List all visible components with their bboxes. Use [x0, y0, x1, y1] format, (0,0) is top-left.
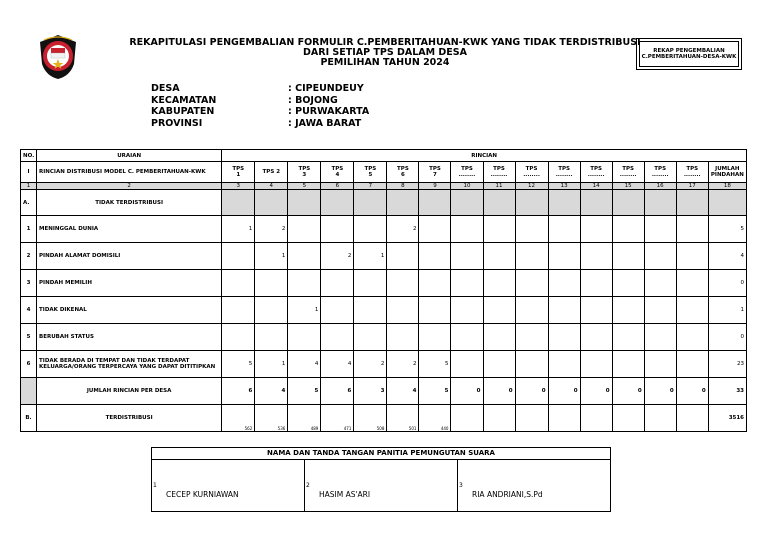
tps-header-label: TPS — [525, 166, 538, 172]
tps-header-number: ........ — [683, 172, 701, 178]
value-cell — [419, 270, 451, 297]
value-cell — [255, 297, 288, 324]
row-label: BERUBAH STATUS — [37, 324, 222, 351]
value-cell — [451, 324, 483, 351]
column-number: 14 — [580, 183, 612, 190]
value-cell — [387, 270, 419, 297]
tps-header — [580, 162, 612, 183]
total-cell: 5 — [708, 216, 746, 243]
column-number: 16 — [644, 183, 676, 190]
value-cell — [419, 243, 451, 270]
value-cell — [222, 324, 255, 351]
empty-cell — [387, 190, 419, 216]
empty-cell — [548, 190, 580, 216]
value-cell — [354, 324, 387, 351]
tps-header-label: TPS — [298, 166, 311, 172]
jumlah-value: 6 — [222, 378, 255, 405]
empty-cell — [222, 190, 255, 216]
tps-header-label: TPS — [364, 166, 377, 172]
value-cell — [483, 351, 515, 378]
column-number: 17 — [676, 183, 708, 190]
terdistribusi-value — [451, 405, 483, 432]
column-number: 18 — [708, 183, 746, 190]
table-row — [21, 324, 747, 351]
row-label: PINDAH MEMILIH — [37, 270, 222, 297]
tps-header — [515, 162, 548, 183]
value-cell — [612, 243, 644, 270]
value-cell — [515, 243, 548, 270]
value-cell: 2 — [321, 243, 354, 270]
section-label: TIDAK TERDISTRIBUSI — [37, 190, 222, 216]
value-cell — [644, 243, 676, 270]
value-cell — [644, 351, 676, 378]
kpu-logo — [38, 34, 78, 80]
row-label: MENINGGAL DUNIA — [37, 216, 222, 243]
form-code-box — [636, 38, 742, 70]
signature-box — [151, 447, 611, 512]
value-cell — [548, 297, 580, 324]
terdistribusi-value — [644, 405, 676, 432]
terdistribusi-value: 562 — [222, 405, 255, 432]
table-row — [21, 216, 747, 243]
terdistribusi-value: 471 — [321, 405, 354, 432]
value-cell — [580, 216, 612, 243]
jumlah-value: 4 — [255, 378, 288, 405]
jumlah-value: 0 — [644, 378, 676, 405]
signature-number: 1 — [153, 482, 157, 489]
table-row — [21, 351, 747, 378]
tps-header-label: TPS 2 — [262, 169, 281, 175]
total-cell: 4 — [708, 243, 746, 270]
row-number: 4 — [21, 297, 37, 324]
tps-header — [548, 162, 580, 183]
empty-cell — [419, 190, 451, 216]
tps-header — [387, 162, 419, 183]
info-value: : JAWA BARAT — [288, 117, 362, 129]
signature-slot-2 — [305, 460, 458, 512]
value-cell — [515, 216, 548, 243]
value-cell — [222, 297, 255, 324]
value-cell — [387, 297, 419, 324]
value-cell — [612, 270, 644, 297]
value-cell — [580, 297, 612, 324]
tps-header-number: 1 — [236, 172, 241, 178]
value-cell — [451, 216, 483, 243]
jumlah-label: JUMLAH RINCIAN PER DESA — [37, 378, 222, 405]
rekap-table — [20, 149, 747, 432]
value-cell — [321, 324, 354, 351]
empty-cell — [451, 190, 483, 216]
terdistribusi-value — [580, 405, 612, 432]
table-row — [21, 297, 747, 324]
value-cell — [580, 243, 612, 270]
column-number: 5 — [288, 183, 321, 190]
tps-header — [222, 162, 255, 183]
tps-header — [644, 162, 676, 183]
column-number: 4 — [255, 183, 288, 190]
jumlah-value: 0 — [676, 378, 708, 405]
tps-header-number: ........ — [555, 172, 573, 178]
row-number: 1 — [21, 216, 37, 243]
column-number: 1 — [21, 183, 37, 190]
info-desa — [151, 83, 369, 95]
header-row — [21, 150, 747, 162]
value-cell — [644, 297, 676, 324]
terdistribusi-value: 536 — [255, 405, 288, 432]
tps-header-label: TPS — [493, 166, 505, 172]
row-label: TIDAK BERADA DI TEMPAT DAN TIDAK TERDAPAT KELUARGA/ORANG TERPERCAYA YANG DAPAT DITITIPKAN — [37, 351, 222, 378]
jumlah-value: 0 — [580, 378, 612, 405]
tps-header-number: 6 — [401, 172, 405, 178]
total-cell: 1 — [708, 297, 746, 324]
row-number: I — [21, 162, 37, 183]
signature-name: HASIM AS'ARI — [319, 490, 371, 499]
location-info — [151, 83, 369, 129]
total-cell: 23 — [708, 351, 746, 378]
column-number: 8 — [387, 183, 419, 190]
table-row — [21, 270, 747, 297]
column-number: 2 — [37, 183, 222, 190]
value-cell — [612, 216, 644, 243]
jumlah-value: 0 — [548, 378, 580, 405]
column-number: 3 — [222, 183, 255, 190]
value-cell — [483, 324, 515, 351]
value-cell — [580, 270, 612, 297]
value-cell — [222, 270, 255, 297]
table-row — [21, 243, 747, 270]
info-value: : PURWAKARTA — [288, 106, 370, 117]
logo-flag-red — [51, 48, 65, 53]
tps-header-number: ........ — [458, 172, 476, 178]
jumlah-value: 0 — [515, 378, 548, 405]
value-cell: 1 — [255, 243, 288, 270]
signature-slot-1 — [152, 460, 305, 512]
value-cell — [676, 324, 708, 351]
info-label: PROVINSI — [151, 117, 203, 129]
value-cell — [387, 324, 419, 351]
total-cell: 0 — [708, 324, 746, 351]
tps-header-label: TPS — [331, 166, 344, 172]
empty-cell — [580, 190, 612, 216]
section-a-row — [21, 190, 747, 216]
title-line-3: PEMILIHAN TAHUN 2024 — [320, 57, 450, 68]
head-rincian: RINCIAN — [222, 150, 747, 162]
value-cell — [612, 297, 644, 324]
value-cell — [483, 297, 515, 324]
empty-cell — [612, 190, 644, 216]
value-cell — [612, 351, 644, 378]
info-kabupaten — [151, 106, 369, 118]
row-number: 6 — [21, 351, 37, 378]
value-cell — [515, 270, 548, 297]
tps-header-number: 4 — [335, 172, 340, 178]
value-cell — [676, 270, 708, 297]
section-number: B. — [21, 405, 37, 432]
value-cell — [321, 216, 354, 243]
tps-header-label: TPS — [654, 166, 667, 172]
row-label: RINCIAN DISTRIBUSI MODEL C. PEMBERITAHUAN-KWK — [37, 162, 222, 183]
value-cell — [580, 324, 612, 351]
row-label: PINDAH ALAMAT DOMISILI — [37, 243, 222, 270]
value-cell — [548, 270, 580, 297]
signature-name: CECEP KURNIAWAN — [166, 490, 239, 499]
signature-number: 2 — [306, 482, 310, 489]
tps-header-number: 5 — [368, 172, 373, 178]
total-header — [708, 162, 746, 183]
empty-cell — [644, 190, 676, 216]
jumlah-value: 5 — [288, 378, 321, 405]
column-number: 10 — [451, 183, 483, 190]
value-cell — [515, 324, 548, 351]
tps-header-number: ........ — [587, 172, 605, 178]
value-cell — [580, 351, 612, 378]
head-no: NO. — [21, 150, 37, 162]
row-number: 2 — [21, 243, 37, 270]
info-label: KECAMATAN — [151, 94, 217, 106]
value-cell — [451, 270, 483, 297]
title-line-2: DARI SETIAP TPS DALAM DESA — [303, 47, 467, 58]
document-title — [120, 38, 650, 68]
tps-header — [288, 162, 321, 183]
signature-name: RIA ANDRIANI,S.Pd — [472, 490, 543, 499]
total-header-line-1: JUMLAH — [715, 166, 740, 172]
value-cell — [644, 216, 676, 243]
tps-header — [676, 162, 708, 183]
value-cell: 1 — [288, 297, 321, 324]
tps-header-label: TPS — [232, 166, 245, 172]
tps-header-row — [21, 162, 747, 183]
empty-cell — [515, 190, 548, 216]
value-cell — [321, 270, 354, 297]
tps-header — [612, 162, 644, 183]
jumlah-value: 3 — [354, 378, 387, 405]
value-cell — [451, 243, 483, 270]
value-cell — [644, 324, 676, 351]
title-line-1: REKAPITULASI PENGEMBALIAN FORMULIR C.PEMBERITAHUAN-KWK YANG TIDAK TERDISTRIBUSI — [129, 37, 641, 48]
tps-header — [483, 162, 515, 183]
value-cell — [548, 243, 580, 270]
value-cell — [288, 243, 321, 270]
terdistribusi-value — [515, 405, 548, 432]
value-cell: 4 — [321, 351, 354, 378]
jumlah-value: 0 — [451, 378, 483, 405]
tps-header-number: ........ — [651, 172, 669, 178]
jumlah-value: 0 — [612, 378, 644, 405]
tps-header-number: 7 — [433, 172, 437, 178]
tps-header — [321, 162, 354, 183]
value-cell: 5 — [222, 351, 255, 378]
row-number: 3 — [21, 270, 37, 297]
value-cell — [676, 243, 708, 270]
value-cell — [644, 270, 676, 297]
value-cell — [354, 216, 387, 243]
row-number: 5 — [21, 324, 37, 351]
terdistribusi-total: 3516 — [708, 405, 746, 432]
empty-cell — [708, 190, 746, 216]
value-cell: 4 — [288, 351, 321, 378]
tps-header-label: TPS — [558, 166, 570, 172]
info-value: : CIPEUNDEUY — [288, 83, 364, 94]
value-cell — [288, 216, 321, 243]
value-cell: 2 — [387, 351, 419, 378]
info-value: : BOJONG — [288, 94, 338, 106]
info-provinsi — [151, 118, 369, 130]
column-number: 13 — [548, 183, 580, 190]
terdistribusi-value: 440 — [419, 405, 451, 432]
value-cell — [288, 270, 321, 297]
empty-cell — [483, 190, 515, 216]
value-cell — [255, 324, 288, 351]
column-number: 12 — [515, 183, 548, 190]
terdistribusi-value: 508 — [354, 405, 387, 432]
value-cell — [419, 216, 451, 243]
column-number: 7 — [354, 183, 387, 190]
tps-header-number: ........ — [490, 172, 508, 178]
value-cell — [288, 324, 321, 351]
value-cell — [451, 351, 483, 378]
column-number: 9 — [419, 183, 451, 190]
terdistribusi-value — [676, 405, 708, 432]
tps-header — [451, 162, 483, 183]
value-cell: 1 — [222, 216, 255, 243]
column-number: 15 — [612, 183, 644, 190]
tps-header-label: TPS — [397, 166, 409, 172]
tps-header-label: TPS — [461, 166, 473, 172]
value-cell — [321, 297, 354, 324]
empty-cell — [321, 190, 354, 216]
value-cell: 1 — [354, 243, 387, 270]
tps-header-label: TPS — [590, 166, 602, 172]
value-cell — [676, 297, 708, 324]
tps-header — [255, 162, 288, 183]
value-cell: 2 — [387, 216, 419, 243]
value-cell — [387, 243, 419, 270]
head-uraian: URAIAN — [37, 150, 222, 162]
empty-cell — [676, 190, 708, 216]
value-cell — [451, 297, 483, 324]
tps-header — [354, 162, 387, 183]
terdistribusi-value: 501 — [387, 405, 419, 432]
value-cell — [419, 297, 451, 324]
jumlah-row — [21, 378, 747, 405]
terdistribusi-value — [483, 405, 515, 432]
section-label: TERDISTRIBUSI — [37, 405, 222, 432]
total-cell: 0 — [708, 270, 746, 297]
jumlah-value: 6 — [321, 378, 354, 405]
terdistribusi-value — [612, 405, 644, 432]
jumlah-value: 5 — [419, 378, 451, 405]
jumlah-value: 4 — [387, 378, 419, 405]
value-cell — [612, 324, 644, 351]
info-label: KABUPATEN — [151, 106, 215, 117]
value-cell — [676, 351, 708, 378]
info-label: DESA — [151, 83, 180, 94]
value-cell — [483, 216, 515, 243]
form-code-line-2: C.PEMBERITAHUAN-DESA-KWK — [641, 54, 737, 60]
row-label: TIDAK DIKENAL — [37, 297, 222, 324]
tps-header-number: ........ — [619, 172, 637, 178]
signature-heading: NAMA DAN TANDA TANGAN PANITIA PEMUNGUTAN SUARA — [152, 448, 610, 460]
value-cell — [483, 270, 515, 297]
value-cell — [676, 216, 708, 243]
jumlah-value: 0 — [483, 378, 515, 405]
value-cell: 2 — [255, 216, 288, 243]
tps-header-number: 3 — [302, 172, 307, 178]
empty-cell — [255, 190, 288, 216]
logo-flag-white — [51, 53, 65, 58]
empty-cell — [288, 190, 321, 216]
value-cell — [548, 324, 580, 351]
value-cell — [548, 216, 580, 243]
column-number-row — [21, 183, 747, 190]
value-cell — [483, 243, 515, 270]
value-cell — [515, 297, 548, 324]
value-cell — [515, 351, 548, 378]
value-cell: 1 — [255, 351, 288, 378]
tps-header-number: ........ — [523, 172, 540, 178]
value-cell — [354, 270, 387, 297]
tps-header — [419, 162, 451, 183]
info-kecamatan — [151, 95, 369, 107]
jumlah-total: 33 — [708, 378, 746, 405]
value-cell: 5 — [419, 351, 451, 378]
terdistribusi-value: 489 — [288, 405, 321, 432]
value-cell — [222, 243, 255, 270]
signature-slot-3 — [458, 460, 610, 512]
value-cell: 2 — [354, 351, 387, 378]
terdistribusi-value — [548, 405, 580, 432]
value-cell — [255, 270, 288, 297]
section-number: A. — [21, 190, 37, 216]
section-b-row — [21, 405, 747, 432]
tps-header-label: TPS — [686, 166, 699, 172]
value-cell — [548, 351, 580, 378]
empty-cell — [21, 378, 37, 405]
form-code-line-1: REKAP PENGEMBALIAN — [653, 47, 725, 54]
total-header-line-2: PINDAHAN — [710, 172, 744, 178]
empty-cell — [354, 190, 387, 216]
signature-number: 3 — [459, 482, 463, 489]
value-cell — [354, 297, 387, 324]
tps-header-label: TPS — [622, 166, 635, 172]
tps-header-label: TPS — [429, 166, 441, 172]
value-cell — [419, 324, 451, 351]
column-number: 11 — [483, 183, 515, 190]
column-number: 6 — [321, 183, 354, 190]
